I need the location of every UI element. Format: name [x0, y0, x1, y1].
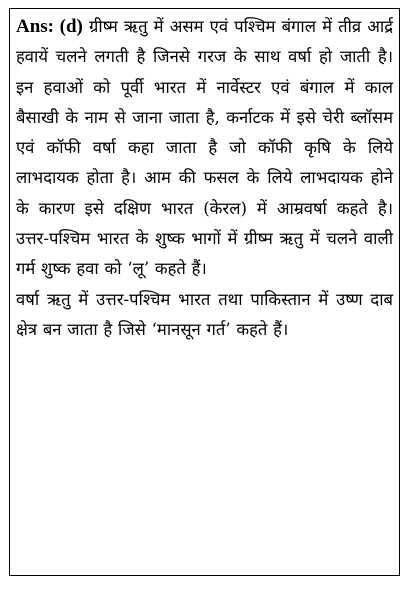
answer-paragraph-2: वर्षा ऋतु में उत्तर-पश्चिम भारत तथा पाकिस्तान में उष्ण दाब क्षेत्र बन जाता है जिसे ‘मानसून गर्त’ कहते हैं। [16, 289, 393, 339]
answer-paragraph-1 [16, 12, 393, 285]
answer-paragraph-1-text: ग्रीष्म ऋतु में असम एवं पश्चिम बंगाल में तीव्र आर्द्र हवायें चलने लगती है जिनसे गरज के साथ वर्षा हो जाती है। इन हवाओं को पूर्वी भारत में नार्वेस्टर एवं बंगाल में काल बैसाखी के नाम से जाना जाता है, कर्नाटक में इसे चेरी ब्लॉसम एवं कॉफी वर्षा कहा जाता है जो कॉफी कृषि के लिये लाभदायक होता है। आम की फसल के लिये लाभदायक होने के कारण इसे दक्षिण भारत (केरल) में आम्रवर्षा कहते है। उत्तर-पश्चिम भारत के शुष्क भागों में ग्रीष्म ऋतु में चलने वाली गर्म शुष्क हवा को ‘लू’ कहते हैं। [16, 17, 394, 279]
answer-label: Ans: (d) [16, 16, 83, 37]
answer-box [9, 8, 400, 576]
